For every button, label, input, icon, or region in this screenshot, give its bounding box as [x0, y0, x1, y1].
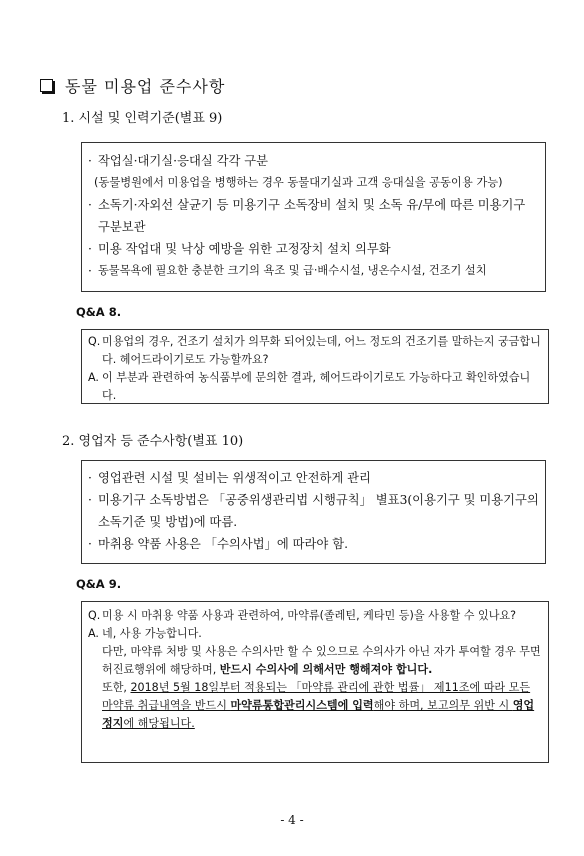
qa-box: [81, 601, 549, 763]
checkbox-square-icon: [40, 79, 53, 92]
list-item-text: 영업관련 시설 및 설비는 위생적이고 안전하게 관리: [98, 471, 371, 485]
section-title: [40, 74, 225, 97]
bullet-dot-icon: ·: [88, 242, 92, 256]
qa-box: [81, 329, 549, 404]
answer-underlined: 해야 하며, 보고의무 위반 시: [373, 699, 513, 712]
bullet-dot-icon: ·: [88, 493, 92, 507]
bullet-dot-icon: ·: [88, 537, 92, 551]
subheading-facility-standards: 1. 시설 및 인력기준(별표 9): [62, 111, 223, 126]
answer-underlined: 2018년 5월 18일부터 적용되는 「마약류 관리에 관한 법률」 제11조에 따라 모든 마약류 취급내역을 반드시: [102, 681, 531, 712]
subheading-operator-duties: 2. 영업자 등 준수사항(별표 10): [62, 434, 244, 449]
question-text: 미용 시 마취용 약품 사용과 관련하여, 마약류(졸레틴, 케타민 등)을 사용할 수 있나요?: [102, 609, 517, 622]
list-item: [88, 194, 539, 238]
list-item-text: 작업실·대기실·응대실 각각 구분: [98, 154, 269, 168]
list-item: [88, 238, 539, 260]
answer-text: 네, 사용 가능합니다.: [102, 627, 202, 640]
answer-emphasis: 반드시 수의사에 의해서만 행해져야 합니다.: [219, 663, 433, 676]
list-item-text: 소독기·자외선 살균기 등 미용기구 소독장비 설치 및 소독 유/무에 따른 미용기구 구분보관: [98, 198, 526, 234]
answer-line: [88, 369, 542, 405]
question-label: Q.: [88, 335, 101, 348]
facility-standards-box: [81, 142, 546, 292]
list-item-text: 미용기구 소독방법은 「공중위생관리법 시행규칙」 별표3(이용기구 및 미용기구의 소독기준 및 방법)에 따름.: [98, 493, 539, 529]
answer-underlined-emphasis: 영업정지: [102, 699, 535, 730]
answer-underlined: 에 해당됩니다.: [123, 717, 195, 730]
answer-paragraph: [88, 643, 542, 679]
bullet-dot-icon: ·: [88, 198, 92, 212]
section-title-text: 동물 미용업 준수사항: [65, 77, 226, 96]
question-line: [88, 607, 542, 625]
question-text: 미용업의 경우, 건조기 설치가 의무화 되어있는데, 어느 정도의 건조기를 말하는지 궁금합니다. 헤어드라이기로도 가능할까요?: [102, 335, 541, 366]
qa-heading: Q&A 9.: [76, 577, 122, 591]
answer-label: A.: [88, 627, 99, 640]
answer-text: 이 부분과 관련하여 농식품부에 문의한 결과, 헤어드라이기로도 가능하다고 확인하였습니다.: [102, 371, 531, 402]
list-item: [88, 489, 539, 533]
list-item-text: 마취용 약품 사용은 「수의사법」에 따라야 함.: [98, 537, 348, 551]
list-item-text: 미용 작업대 및 낙상 예방을 위한 고정장치 설치 의무화: [98, 242, 391, 256]
bullet-dot-icon: ·: [88, 154, 92, 168]
list-item: [88, 150, 539, 172]
answer-label: A.: [88, 371, 99, 384]
answer-line: [88, 625, 542, 643]
bullet-dot-icon: ·: [88, 471, 92, 485]
list-item: [88, 533, 539, 555]
list-item: [88, 467, 539, 489]
answer-underlined-emphasis: 마약류통합관리시스템에 입력: [230, 699, 374, 712]
qa-heading: Q&A 8.: [76, 305, 122, 319]
operator-duties-box: [81, 460, 546, 564]
question-label: Q.: [88, 609, 101, 622]
page-number: - 4 -: [280, 813, 304, 827]
answer-text: 또한,: [102, 681, 131, 694]
list-item-text: 동물목욕에 필요한 충분한 크기의 욕조 및 급·배수시설, 냉온수시설, 건조기 설치: [98, 264, 487, 277]
list-item-note: (동물병원에서 미용업을 병행하는 경우 동물대기실과 고객 응대실을 공동이용 가능): [94, 176, 503, 189]
answer-text: 다만, 마약류 처방 및 사용은 수의사만 할 수 있으므로 수의사가 아닌 자가 투여할 경우 무면허진료행위에 해당하며,: [102, 645, 541, 676]
question-line: [88, 333, 542, 369]
bullet-dot-icon: ·: [88, 264, 92, 278]
answer-paragraph: [88, 679, 542, 733]
list-item: [88, 260, 539, 282]
